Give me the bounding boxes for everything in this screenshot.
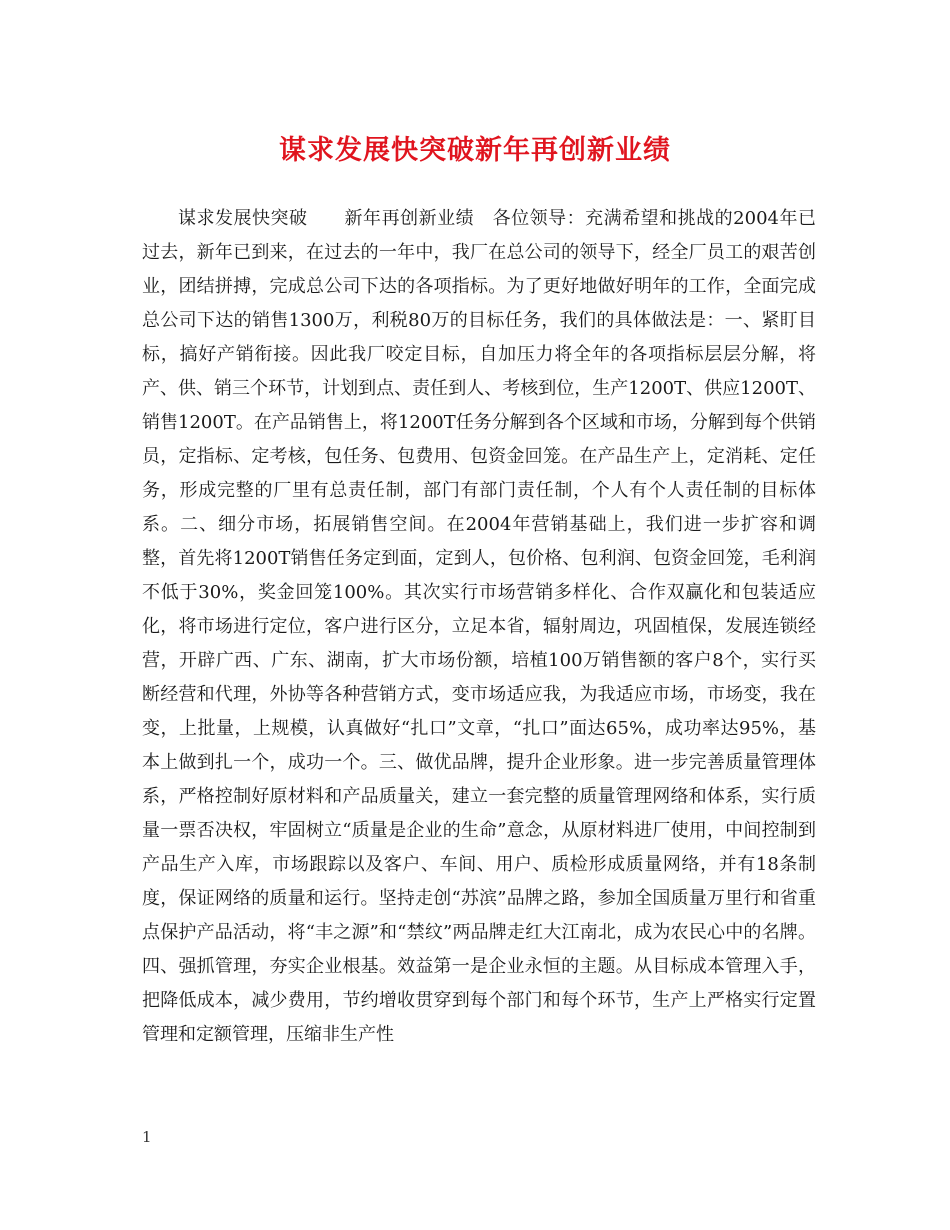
document-title: 谋求发展快突破新年再创新业绩 <box>279 135 671 166</box>
page-number: 1 <box>142 1128 152 1146</box>
document-body: 谋求发展快突破 新年再创新业绩 各位领导：充满希望和挑战的2004年已过去，新年已到来，在过去的一年中，我厂在总公司的领导下，经全厂员工的艰苦创业，团结拼搏，完成总公司下达的各项指标。为了更好地做好明年的工作，全面完成总公司下达的销售1300万，利税80万的目标任务，我们的具体做法是：一、紧盯目标，搞好产销衔接。因此我厂咬定目标，自加压力将全年的各项指标层层分解，将产、供、销三个环节，计划到点、责任到人、考核到位，生产1200T、供应1200T、销售1200T。在产品销售上，将1200T任务分解到各个区域和市场，分解到每个供销员，定指标、定考核，包任务、包费用、包资金回笼。在产品生产上，定消耗、定任务，形成完整的厂里有总责任制，部门有部门责任制，个人有个人责任制的目标体系。二、细分市场，拓展销售空间。在2004年营销基础上，我们进一步扩容和调整，首先将1200T销售任务定到面，定到人，包价格、包利润、包资金回笼，毛利润不低于30%，奖金回笼100%。其次实行市场营销多样化、合作双赢化和包装适应化，将市场进行定位，客户进行区分，立足本省，辐射周边，巩固植保，发展连锁经营，开辟广西、广东、湖南，扩大市场份额，培植100万销售额的客户8个，实行买断经营和代理，外协等各种营销方式，变市场适应我，为我适应市场，市场变，我在变，上批量，上规模，认真做好“扎口”文章，“扎口”面达65%，成功率达95%，基本上做到扎一个，成功一个。三、做优品牌，提升企业形象。进一步完善质量管理体系，严格控制好原材料和产品质量关，建立一套完整的质量管理网络和体系，实行质量一票否决权，牢固树立“质量是企业的生命”意念，从原材料进厂使用，中间控制到产品生产入库，市场跟踪以及客户、车间、用户、质检形成质量网络，并有18条制度，保证网络的质量和运行。坚持走创“苏滨”品牌之路，参加全国质量万里行和省重点保护产品活动，将“丰之源”和“禁纹”两品牌走红大江南北，成为农民心中的名牌。四、强抓管理，夯实企业根基。效益第一是企业永恒的主题。从目标成本管理入手，把降低成本，减少费用，节约增收贯穿到每个部门和每个环节，生产上严格实行定置管理和定额管理，压缩非生产性 <box>142 208 816 1045</box>
